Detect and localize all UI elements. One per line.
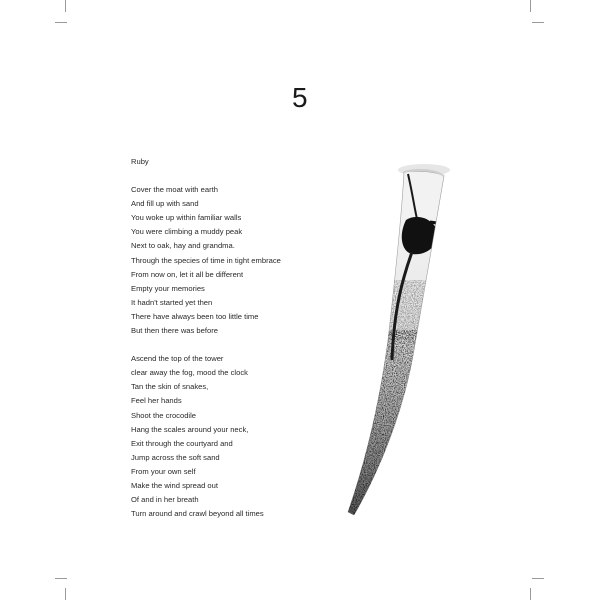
poem-line: Turn around and crawl beyond all times: [131, 509, 264, 519]
poem-line: Exit through the courtyard and: [131, 438, 233, 448]
poem-line: Cover the moat with earth: [131, 185, 218, 195]
poem-stanza-1: [131, 183, 331, 338]
crop-mark-top-left: [55, 0, 77, 22]
crop-mark-bottom-left: [55, 578, 77, 600]
poem-line: From now on, let it all be different: [131, 269, 244, 279]
poem-line: Ascend the top of the tower: [131, 354, 224, 364]
crop-mark-bottom-right: [520, 578, 542, 600]
poem-line: Make the wind spread out: [131, 480, 218, 490]
poem-line: It hadn't started yet then: [131, 297, 213, 307]
poem-line: But then there was before: [131, 326, 218, 336]
poem-line: Through the species of time in tight embrace: [131, 255, 281, 265]
poem-line: Shoot the crocodile: [131, 410, 197, 420]
poem-line: You woke up within familiar walls: [131, 213, 242, 223]
poem-title: Ruby: [131, 157, 149, 166]
poem-line: Feel her hands: [131, 396, 182, 406]
poem-line: And fill up with sand: [131, 199, 199, 209]
poem-line: There have always been too little time: [131, 311, 259, 321]
poem-line: Tan the skin of snakes,: [131, 382, 209, 392]
poem-line: Of and in her breath: [131, 495, 199, 505]
poem-line: Hang the scales around your neck,: [131, 424, 249, 434]
poem-line: You were climbing a muddy peak: [131, 227, 243, 237]
page-number: 5: [291, 82, 309, 113]
poem-line: Empty your memories: [131, 283, 205, 293]
poem: [131, 155, 331, 535]
poem-stanza-2: [131, 352, 331, 521]
curved-blade-artwork-icon: [340, 160, 450, 520]
poem-line: From your own self: [131, 466, 196, 476]
poem-line: Jump across the soft sand: [131, 452, 220, 462]
poem-line: Next to oak, hay and grandma.: [131, 241, 235, 251]
poem-line: clear away the fog, mood the clock: [131, 368, 248, 378]
crop-mark-top-right: [520, 0, 542, 22]
